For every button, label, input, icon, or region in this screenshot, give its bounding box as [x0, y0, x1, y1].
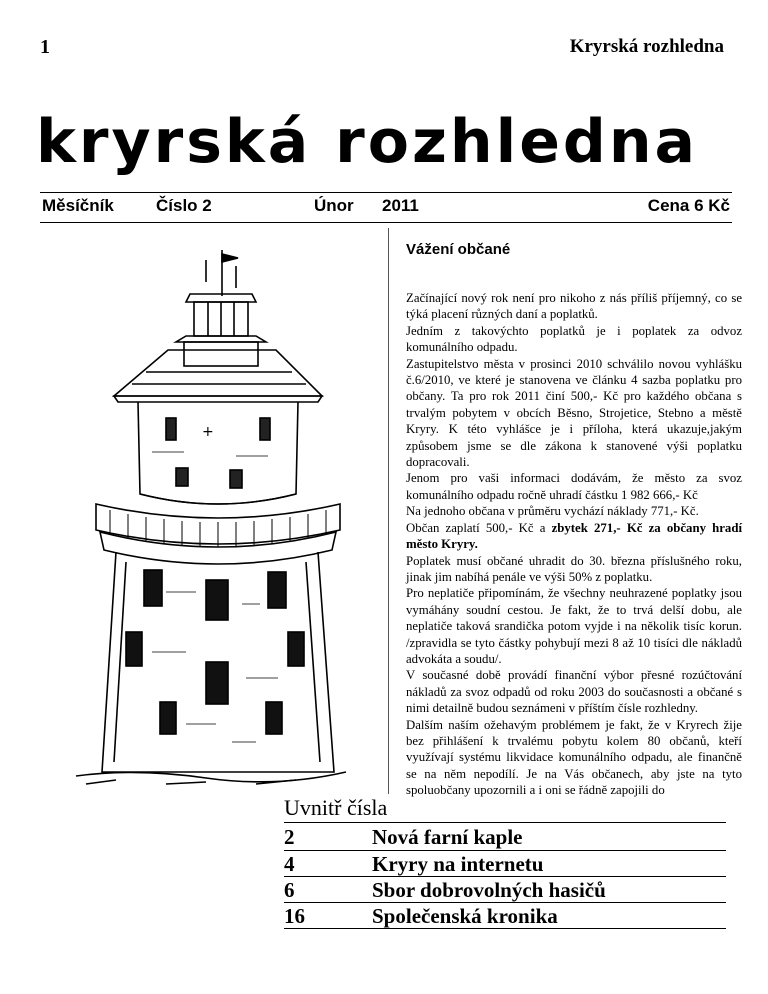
article-paragraph: V současné době provádí finanční výbor přesné rozúčtování nákladů za svoz odpadů od roku 2003 do současnosti a občané s nimi detailně budou seznámeni v příštím čísle rozhledny. [406, 668, 742, 716]
toc-rule [284, 850, 726, 851]
article-paragraph: Dalším naším ožehavým problémem je fakt, že v Kryrech žije bez přihlášení k trvalému pobytu kolem 80 občanů, kteří využívají systému likvidace komunálního odpadu, ale finančně se na něm nepodílí. Je na Vás občanech, aby jste na tyto spoluobčany upozornili a i oni se řádně zapojili do [406, 717, 742, 798]
toc-rule [284, 822, 726, 823]
masthead-rule-bottom [40, 222, 732, 223]
article-paragraph: Začínající nový rok není pro nikoho z nás příliš příjemný, co se týká placení různých daní a poplatků. [406, 291, 742, 322]
article-paragraph: Pro neplatiče připomínám, že všechny neuhrazené poplatky jsou vymáhány soudní cestou. Je fakt, že to trvá delší dobu, ale neplatiče taková srandička potom vyjde i na několik tisíc korun. /zpravidla se tyto částky pohybují mezi 8 až 10 tisíci dle nákladů advokáta a soudu/. [406, 586, 742, 666]
issue-number: Číslo 2 [156, 196, 212, 215]
article-paragraph: Na jednoho občana v průměru vychází náklady 771,- Kč. [406, 504, 699, 519]
toc-item [284, 904, 726, 931]
svg-text:+: + [202, 424, 214, 440]
toc-title: Uvnitř čísla [284, 795, 388, 820]
toc-page: 6 [284, 878, 295, 902]
issue-month: Únor [314, 196, 354, 215]
article-paragraph: Jenom pro vaši informaci dodávám, že město za svoz komunálního odpadu ročně uhradí částku 1 982 666,- Kč [406, 471, 742, 502]
running-title: Kryrská rozhledna [569, 36, 724, 57]
toc-entry-title: Kryry na internetu [372, 852, 544, 876]
periodicity: Měsíčník [42, 196, 114, 215]
toc-item [284, 852, 726, 879]
masthead-title: kryrská rozhledna [36, 107, 699, 177]
toc-rule [284, 928, 726, 929]
emphasis-lead: Občan zaplatí 500,- Kč a [406, 520, 546, 535]
toc-page: 4 [284, 852, 295, 876]
page-number: 1 [40, 36, 50, 58]
toc-rule [284, 876, 726, 877]
article-paragraph: Poplatek musí občané uhradit do 30. března příslušného roku, jinak jim nabíhá penále ve výši 50% z poplatku. [406, 553, 742, 584]
column-divider [388, 228, 389, 794]
issue-price: Cena 6 Kč [647, 196, 730, 215]
toc-item [284, 825, 726, 852]
article-paragraph: Zastupitelstvo města v prosinci 2010 schválilo novou vyhlášku č.6/2010, ve které je stanovena ve článku 4 sazba poplatku pro občany. Ta pro rok 2011 činí 500,- Kč pro každého občana s trvalým pobytem v obcích Běsno, Strojetice, Stebno a městě Kryry. K této vyhlášce je i příloha, která ukazuje,jakým způsobem jsme se dle zákona k stanovené výši poplatku dopracovali. [406, 356, 742, 470]
toc-entry-title: Společenská kronika [372, 904, 558, 928]
issue-info-bar [40, 196, 730, 220]
issue-year: 2011 [382, 196, 419, 215]
toc-entry-title: Nová farní kaple [372, 825, 523, 849]
emphasis-bold: zbytek 271,- Kč za občany hradí město Kryry. [406, 520, 743, 552]
article-paragraph: Jedním z takovýchto poplatků je i poplatek za odvoz komunálního odpadu. [406, 323, 742, 355]
toc-item [284, 878, 726, 905]
toc-entry-title: Sbor dobrovolných hasičů [372, 878, 606, 902]
toc-rule [284, 902, 726, 903]
toc-page: 16 [284, 904, 305, 928]
article-paragraph-emphasis [406, 520, 742, 553]
article-body [406, 290, 742, 799]
masthead-rule-top [40, 192, 732, 193]
article-heading: Vážení občané [406, 241, 511, 258]
toc-page: 2 [284, 825, 295, 849]
lookout-tower-illustration [56, 232, 356, 788]
